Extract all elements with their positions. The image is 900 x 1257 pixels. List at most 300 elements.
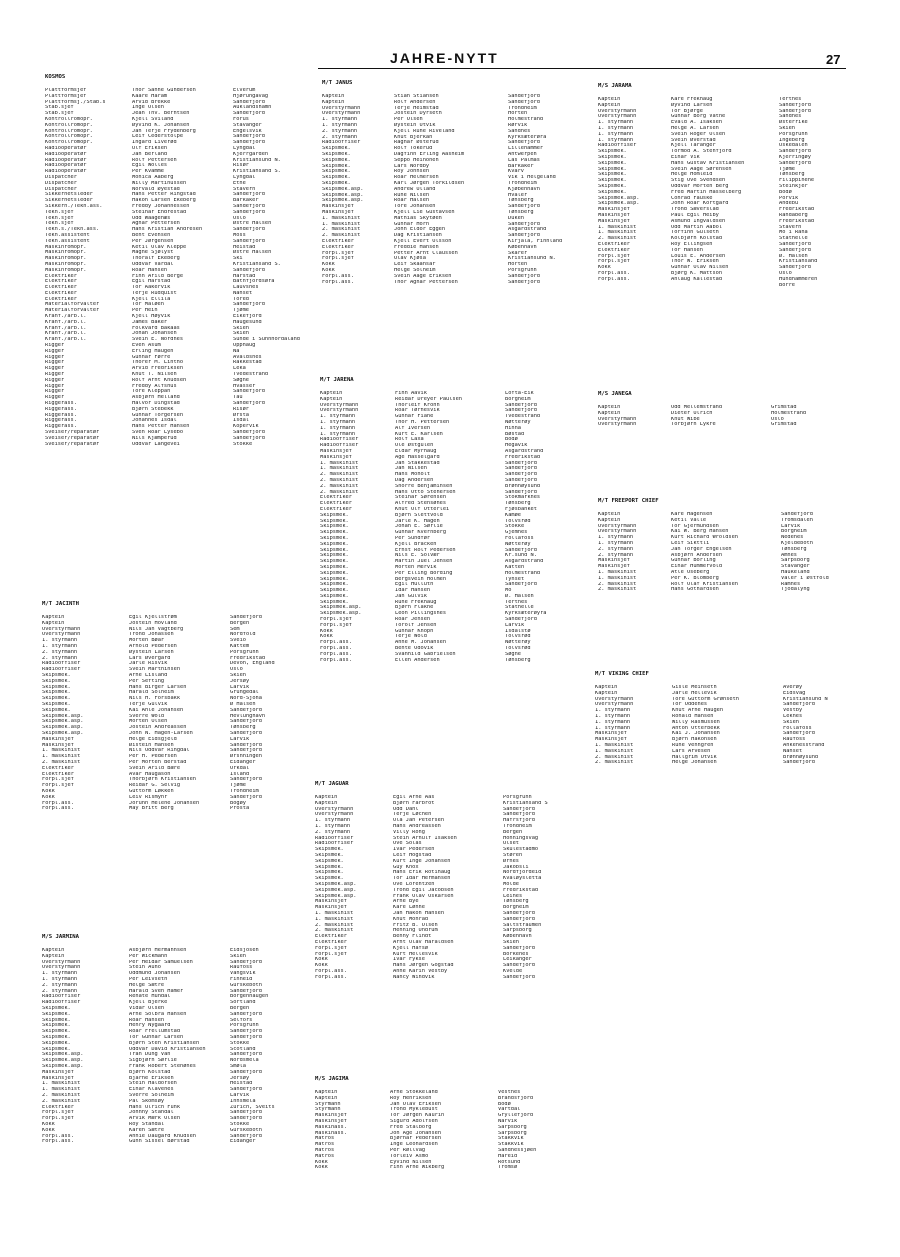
crew-name: Sigbjørn Sørlie bbox=[129, 1058, 177, 1064]
crew-hometown: Skien bbox=[233, 331, 249, 337]
crew-name: Svein E. Nordnes bbox=[132, 337, 184, 343]
crew-hometown: Rakkestad bbox=[233, 360, 262, 366]
crew-hometown: Brønnøysund bbox=[783, 754, 819, 760]
crew-hometown: Sandefjord bbox=[230, 1087, 262, 1093]
crew-name: Asmund Ingvaldsen bbox=[671, 218, 726, 224]
crew-position: Maskinromopr. bbox=[45, 261, 87, 267]
crew-hometown: Eidsvåg bbox=[783, 690, 806, 696]
crew-position: 2. maskinist bbox=[598, 581, 637, 587]
crew-name: Øyvind Larsen bbox=[671, 102, 713, 108]
crew-list-section bbox=[315, 1075, 584, 1171]
crew-hometown: Nanset bbox=[233, 290, 253, 296]
crew-hometown: Lauvsnes bbox=[233, 285, 259, 291]
crew-hometown: Kopervik bbox=[233, 424, 259, 430]
crew-name: James Baker bbox=[132, 319, 168, 325]
crew-position: Matros bbox=[315, 1153, 335, 1159]
crew-name: Arne Stokkeland bbox=[390, 1090, 438, 1095]
crew-name: Knut Wibe bbox=[671, 416, 700, 422]
crew-name: Svein Roger Olsen bbox=[671, 131, 726, 137]
crew-hometown: Vestby bbox=[783, 708, 803, 714]
crew-hometown: Bodø bbox=[779, 189, 792, 195]
crew-name: Arne Bye bbox=[393, 899, 419, 905]
crew-name: Jan Håkon Hansen bbox=[393, 910, 445, 916]
crew-name: Kolbjørn Kolstad bbox=[671, 236, 723, 242]
crew-hometown: Kattem bbox=[230, 643, 250, 649]
crew-position: Radiooffiser bbox=[322, 140, 361, 146]
crew-position: Elektriker bbox=[45, 279, 77, 285]
crew-position: Overstyrmann bbox=[598, 108, 637, 114]
crew-name: Louis E. Andersen bbox=[671, 253, 726, 259]
crew-hometown: Sandefjord bbox=[505, 408, 537, 414]
crew-position: Forpl.sjef bbox=[320, 622, 352, 628]
crew-name: Per Hein bbox=[132, 308, 158, 314]
crew-position: Riggerass. bbox=[45, 401, 77, 407]
crew-position: Skipsmek.asp. bbox=[315, 881, 357, 887]
crew-position: Maskinromopr. bbox=[45, 256, 87, 262]
crew-position: Matros bbox=[315, 1147, 335, 1153]
crew-hometown: Jersøy bbox=[230, 678, 250, 684]
crew-name: Tor Maløen bbox=[132, 302, 164, 308]
crew-hometown: Larvik bbox=[230, 684, 250, 690]
crew-hometown: Jakobsli bbox=[503, 864, 529, 870]
crew-position: Skipsmek. bbox=[42, 1040, 71, 1046]
crew-hometown: Borgheim bbox=[503, 905, 529, 911]
crew-name: Odd Martin Aabol bbox=[671, 224, 723, 230]
crew-hometown: Gurskebotn bbox=[230, 1127, 262, 1133]
crew-position: 1. styrmann bbox=[42, 976, 78, 982]
crew-position: 1. styrmann bbox=[598, 120, 634, 126]
crew-position: 2. maskinist bbox=[322, 227, 361, 233]
crew-position: Skipsmek. bbox=[320, 582, 349, 588]
crew-name: Bergsvein Holmen bbox=[395, 576, 447, 582]
crew-position: Sveiser/reparatør bbox=[45, 435, 100, 441]
crew-hometown: Stokke bbox=[233, 441, 253, 447]
crew-name: Tor Hansen bbox=[671, 247, 703, 253]
crew-position: Elektriker bbox=[315, 939, 347, 945]
crew-name: Tor Jørgen Kaurin bbox=[390, 1113, 445, 1119]
crew-position: Elektriker bbox=[315, 934, 347, 940]
crew-name: Freddy Johannessen bbox=[132, 203, 190, 209]
crew-name: Martin Juel Jensen bbox=[395, 559, 453, 565]
crew-name: Jarle Hellevik bbox=[672, 690, 717, 696]
crew-hometown: Sandefjord bbox=[230, 615, 262, 620]
crew-name: Odd Mellemstrand bbox=[671, 405, 723, 410]
crew-hometown: Sandefjord bbox=[505, 402, 537, 408]
crew-name: Thor Sanne Gundersen bbox=[132, 88, 196, 93]
crew-name: Gunnar Borg Vatne bbox=[671, 114, 726, 120]
crew-name: Thorleif Krohn bbox=[395, 402, 440, 408]
crew-name: Reidar G. Selvig bbox=[129, 783, 181, 789]
crew-name: Per Sundfør bbox=[395, 535, 431, 541]
publication-title: JAHRE-NYTT bbox=[390, 50, 499, 66]
crew-name: Hans Moholt bbox=[395, 472, 431, 478]
crew-hometown: Ankenesstrand bbox=[783, 742, 825, 748]
crew-hometown: Holmestrand bbox=[508, 117, 544, 123]
crew-position: Skipsmek. bbox=[322, 180, 351, 186]
crew-name: Benny Flindt bbox=[393, 934, 432, 940]
crew-row bbox=[45, 442, 323, 448]
crew-name: Terje Gulvik bbox=[129, 701, 168, 707]
crew-hometown: Oslo bbox=[230, 667, 243, 673]
crew-hometown: Forus bbox=[233, 116, 249, 122]
crew-name: Tor Aakervik bbox=[132, 285, 171, 291]
crew-hometown: Skulestadmo bbox=[503, 847, 539, 853]
crew-position: Kokk bbox=[598, 265, 611, 271]
crew-hometown: Stavern bbox=[233, 186, 256, 192]
crew-name: Rolf Pettersen bbox=[132, 157, 177, 163]
crew-name: Hans Kristian Andresen bbox=[132, 227, 203, 233]
crew-hometown: Stavern bbox=[779, 224, 802, 230]
crew-name: Bjørg K. Mattson bbox=[671, 270, 723, 276]
crew-position: Skipsmek. bbox=[322, 175, 351, 181]
crew-position: 2. styrmann bbox=[598, 552, 634, 558]
crew-hometown: Randaberg bbox=[779, 212, 808, 218]
crew-name: Rune Nilsen bbox=[394, 192, 430, 198]
crew-position: 2. maskinist bbox=[598, 587, 637, 593]
crew-name: Nancy Windvik bbox=[393, 974, 435, 980]
crew-name: Gunnar Kvernberg bbox=[395, 530, 447, 536]
crew-position: 1. maskinist bbox=[315, 916, 354, 922]
crew-name: Nils H. Forsbakk bbox=[129, 696, 181, 702]
crew-position: Overstyrmann bbox=[322, 111, 361, 117]
crew-name: Henning Undrum bbox=[393, 928, 438, 934]
crew-position: Skipsmek.asp. bbox=[42, 725, 84, 731]
crew-hometown: Porsgrunn bbox=[230, 1023, 259, 1029]
crew-hometown: Eidanger bbox=[230, 759, 256, 765]
crew-name: Stian Stiansen bbox=[394, 94, 439, 99]
crew-position: Skipsmek.asp. bbox=[322, 186, 364, 192]
crew-name: Knut Arne Haugen bbox=[672, 708, 724, 714]
crew-position: Kaptein bbox=[598, 517, 621, 523]
crew-hometown: Sandefjord bbox=[233, 302, 265, 308]
crew-position: 1. maskinist bbox=[42, 1087, 81, 1093]
crew-hometown: Steinkjer bbox=[779, 183, 808, 189]
crew-name: Norvald Øyestad bbox=[132, 186, 180, 192]
crew-position: 1. styrmann bbox=[598, 535, 634, 541]
crew-position: Skipsmek. bbox=[322, 151, 351, 157]
crew-name: Hans Birger Larsen bbox=[129, 684, 187, 690]
crew-hometown: Horten bbox=[508, 111, 528, 117]
crew-position: Kokk bbox=[320, 634, 333, 640]
crew-name: Nils Oddvar Ringdal bbox=[129, 748, 190, 754]
crew-hometown: Larvik bbox=[230, 1092, 250, 1098]
crew-position: Kontrollromopr. bbox=[45, 122, 93, 128]
crew-position: Kaptein bbox=[595, 690, 618, 696]
crew-name: Hans Gustav Kristiansen bbox=[671, 160, 745, 166]
crew-hometown: Sandefjord bbox=[233, 267, 265, 273]
crew-name: Hans Otto Stenersen bbox=[395, 489, 456, 495]
crew-hometown: Sandefjord bbox=[505, 582, 537, 588]
crew-hometown: Nanset bbox=[783, 748, 803, 754]
crew-hometown: Nordfjordeid bbox=[503, 870, 542, 876]
crew-name: Guttorm Løkken bbox=[129, 788, 174, 794]
crew-hometown: Stathelle bbox=[779, 236, 808, 242]
crew-hometown: Fjøsbanket bbox=[505, 506, 537, 512]
crew-name: Helge A. Larsen bbox=[671, 125, 719, 131]
crew-position: Kontrollromopr. bbox=[45, 128, 93, 134]
crew-hometown: Kyrksæterøra bbox=[508, 134, 547, 140]
crew-hometown: Sandefjord bbox=[779, 265, 811, 271]
crew-list-section bbox=[595, 670, 861, 766]
crew-name: Kjell Evert Olsson bbox=[394, 238, 452, 244]
crew-name: Hans Ulrich Funk bbox=[129, 1104, 181, 1110]
crew-position: 1. styrmann bbox=[320, 425, 356, 431]
crew-hometown: Scotland bbox=[230, 1046, 256, 1052]
crew-hometown: Rørvik bbox=[508, 122, 528, 128]
crew-row bbox=[315, 975, 589, 981]
crew-position: Kaptein bbox=[322, 99, 345, 105]
crew-name: Gunnar Torgersen bbox=[132, 412, 184, 418]
crew-hometown: Fredrikstad bbox=[779, 207, 815, 213]
crew-hometown: Stavanger bbox=[233, 122, 262, 128]
crew-name: Sverre Solheim bbox=[129, 1092, 174, 1098]
crew-name: Kjell Hafsø bbox=[393, 945, 429, 951]
crew-hometown: Kr.sund N. bbox=[505, 553, 537, 559]
crew-position: Skipsmek.asp. bbox=[315, 887, 357, 893]
crew-position: 1. maskinist bbox=[322, 215, 361, 221]
crew-hometown: Elverum bbox=[233, 88, 256, 93]
crew-position: Kokk bbox=[42, 788, 55, 794]
crew-position: 2. maskinist bbox=[42, 759, 81, 765]
crew-name: Gunnar Førre bbox=[132, 354, 171, 360]
crew-hometown: Tønsberg bbox=[505, 657, 531, 663]
crew-hometown: Innsmela bbox=[230, 1098, 256, 1104]
crew-name: Egil Hulluth bbox=[395, 582, 434, 588]
crew-name: Tor Gunnar Larsen bbox=[129, 1034, 184, 1040]
crew-hometown: Tolvsrød bbox=[505, 634, 531, 640]
crew-hometown: Sandefjord bbox=[779, 241, 811, 247]
crew-position: Tekn.sjef bbox=[45, 209, 74, 215]
crew-position: 2. styrmann bbox=[598, 546, 634, 552]
crew-name: Steinar Sørensen bbox=[395, 495, 447, 501]
crew-position: Kaptein bbox=[322, 94, 345, 99]
crew-name: Per Leivseth bbox=[129, 976, 168, 982]
crew-position: 1. styrmann bbox=[595, 708, 631, 714]
crew-position: 1. maskinist bbox=[322, 221, 361, 227]
crew-position: Sveiser/reparatør bbox=[45, 441, 100, 447]
crew-hometown: Skien bbox=[230, 672, 246, 678]
crew-position: Forpl.ass. bbox=[42, 1133, 74, 1139]
crew-name: Seppo Heinonen bbox=[394, 157, 439, 163]
crew-position: 2. styrmann bbox=[42, 649, 78, 655]
crew-hometown: Østerrike bbox=[779, 120, 808, 126]
crew-position: 2. styrmann bbox=[42, 655, 78, 661]
crew-name: Leif Sikttli bbox=[671, 540, 710, 546]
crew-name: Mathias Skytøen bbox=[394, 215, 442, 221]
crew-name: Villy Rong bbox=[393, 829, 425, 835]
crew-hometown: Mo bbox=[505, 588, 512, 594]
crew-name: Arvik Mærk Olsen bbox=[129, 1116, 181, 1122]
crew-position: Skipsmek. bbox=[42, 678, 71, 684]
crew-name: Conrad Fauske bbox=[671, 195, 713, 201]
crew-hometown: Porsgrunn bbox=[230, 649, 259, 655]
crew-position: Rigger bbox=[45, 383, 65, 389]
crew-position: Overstyrmann bbox=[598, 422, 637, 428]
crew-position: Maskinsjef bbox=[320, 454, 352, 460]
crew-hometown: Barkåker bbox=[508, 163, 534, 169]
crew-hometown: Leikanger bbox=[503, 957, 532, 963]
crew-hometown: Nord-Sjona bbox=[230, 696, 262, 702]
crew-hometown: Stokke bbox=[505, 524, 525, 530]
crew-name: Stein Arnulf Isaksen bbox=[393, 835, 457, 841]
crew-hometown: Sandefjord bbox=[779, 108, 811, 114]
crew-hometown: Mo i Rana bbox=[779, 230, 808, 236]
crew-name: Gunnar Knoph bbox=[395, 628, 434, 634]
crew-name: Finn Aavik bbox=[395, 391, 427, 396]
crew-position: Maskinsjef bbox=[42, 736, 74, 742]
crew-name: Morten Olsen bbox=[129, 719, 168, 725]
crew-hometown: Moss bbox=[233, 232, 246, 238]
crew-hometown: Lyngdal bbox=[233, 174, 256, 180]
crew-hometown: Stokke bbox=[230, 1040, 250, 1046]
crew-position: Radiooffiser bbox=[320, 443, 359, 449]
crew-hometown: Tjøme bbox=[779, 166, 795, 172]
crew-position: Skipsmek. bbox=[315, 870, 344, 876]
crew-position: 2. styrmann bbox=[315, 829, 351, 835]
crew-hometown: Tønsberg bbox=[508, 198, 534, 204]
crew-name: Kjell Bracken bbox=[395, 541, 437, 547]
crew-position: Forpl.sjef bbox=[42, 777, 74, 783]
crew-hometown: Tvedestrand bbox=[233, 372, 269, 378]
crew-hometown: Uskedalen bbox=[779, 143, 808, 149]
crew-name: Gunnar Borling bbox=[671, 558, 716, 564]
crew-hometown: Tromsdalen bbox=[781, 517, 813, 523]
crew-position: 1. maskinist bbox=[595, 742, 634, 748]
crew-position: Kaptein bbox=[42, 948, 65, 953]
crew-name: Kjell Sviland bbox=[132, 116, 174, 122]
crew-hometown: Sandefjord bbox=[230, 707, 262, 713]
crew-hometown: Sortland bbox=[230, 1000, 256, 1006]
crew-hometown: Sandefjord bbox=[505, 472, 537, 478]
crew-hometown: Sunde i Sunnhordaland bbox=[233, 337, 300, 343]
crew-name: Harald Sven Hamer bbox=[129, 988, 184, 994]
crew-hometown: Kristiansund N. bbox=[233, 157, 281, 163]
crew-position: Maskinsjef bbox=[322, 204, 354, 210]
crew-position: Kaptein bbox=[598, 410, 621, 416]
crew-list-section bbox=[598, 390, 849, 428]
crew-hometown: Porvik bbox=[779, 195, 799, 201]
crew-position: Elektriker bbox=[598, 241, 630, 247]
crew-position: Overstyrmann bbox=[595, 702, 634, 708]
crew-name: Bjarne Eriksen bbox=[129, 1075, 174, 1081]
crew-hometown: Hinna bbox=[505, 425, 521, 431]
crew-name: Anlaug Kallestad bbox=[671, 276, 723, 282]
crew-name: Renate Hundal bbox=[129, 994, 171, 1000]
crew-position: 2. maskinist bbox=[320, 472, 359, 478]
crew-name: Per Morten Berstad bbox=[129, 759, 187, 765]
crew-position: Riggerass. bbox=[45, 418, 77, 424]
crew-position: Forpl.ass. bbox=[320, 640, 352, 646]
crew-position: Skipsmek. bbox=[322, 163, 351, 169]
crew-position: Radiooperatør bbox=[45, 169, 87, 175]
crew-hometown: Sveio bbox=[230, 638, 246, 644]
crew-position: Dispatcher bbox=[45, 174, 77, 180]
crew-position: Skipsmek. bbox=[320, 559, 349, 565]
crew-name: Per Elling Bording bbox=[395, 570, 453, 576]
crew-hometown: Smøla bbox=[230, 1063, 246, 1069]
crew-position: Forpl.ass. bbox=[322, 279, 354, 285]
crew-name: Karen Sætre bbox=[129, 1127, 165, 1133]
crew-name: Håkon Larsen Ekeberg bbox=[132, 198, 196, 204]
crew-hometown: Ingeberg bbox=[779, 137, 805, 143]
crew-name: Ketil Valle bbox=[671, 517, 707, 523]
crew-position: Overstyrmann bbox=[320, 408, 359, 414]
crew-hometown: Stokke bbox=[230, 1121, 250, 1127]
crew-name: Morten Bøår bbox=[129, 638, 165, 644]
crew-name: Rolf Laxå bbox=[395, 437, 424, 443]
crew-name: Thor W. Eriksen bbox=[671, 259, 719, 265]
crew-hometown: Tertnes bbox=[505, 599, 528, 605]
crew-name: Roy Henriksen bbox=[390, 1095, 432, 1101]
crew-hometown: Tvedestrand bbox=[505, 414, 541, 420]
crew-name: Dag Kristiansen bbox=[394, 233, 442, 239]
vessel-title: M/T JANUS bbox=[322, 80, 353, 86]
crew-hometown: Ulset bbox=[503, 841, 519, 847]
crew-name: Egil Wolles bbox=[132, 163, 168, 169]
crew-position: Rigger bbox=[45, 360, 65, 366]
crew-row bbox=[598, 283, 857, 289]
crew-name: Sigurd Adolfsen bbox=[390, 1118, 438, 1124]
crew-position: Skipsmek. bbox=[320, 524, 349, 530]
crew-hometown: Borre bbox=[779, 282, 795, 288]
crew-position: Forpl.ass. bbox=[42, 806, 74, 812]
crew-name: Asbjørn Helland bbox=[132, 395, 180, 401]
crew-position: Skipsmek.asp. bbox=[598, 201, 640, 207]
crew-position: 1. styrmann bbox=[595, 725, 631, 731]
crew-position: Maskinromopr. bbox=[45, 267, 87, 273]
crew-name: Einar Hummervold bbox=[671, 564, 723, 570]
crew-hometown: Nøtterøy bbox=[505, 541, 531, 547]
crew-hometown: Saltstraumen bbox=[503, 922, 542, 928]
crew-name: Asbjørn Hermannsen bbox=[129, 948, 187, 953]
crew-position: Kaptein bbox=[315, 1090, 338, 1095]
vessel-title: M/S JARAMA bbox=[598, 83, 632, 89]
crew-hometown: Ski bbox=[233, 256, 243, 262]
crew-hometown: Kvarv bbox=[508, 169, 524, 175]
crew-name: Willy Martinussen bbox=[132, 180, 187, 186]
crew-name: Per Kvamme bbox=[132, 169, 164, 175]
crew-position: Skipsmek. bbox=[320, 564, 349, 570]
crew-position: Kaptein bbox=[598, 102, 621, 108]
crew-name: Per Wickmann bbox=[129, 953, 168, 959]
crew-hometown: Finneid bbox=[230, 976, 253, 982]
crew-position: Kaptein bbox=[320, 391, 343, 396]
crew-name: Kurt E. Karlsen bbox=[395, 431, 443, 437]
crew-name: Thorbjørn Kristiansen bbox=[129, 777, 196, 783]
crew-position: Forpl.ass. bbox=[320, 646, 352, 652]
crew-hometown: Vartdal bbox=[498, 1107, 521, 1113]
crew-position: Rigger bbox=[45, 389, 65, 395]
crew-name: Helge Homleid bbox=[671, 172, 713, 178]
crew-hometown: Sandefjord bbox=[779, 102, 811, 108]
crew-name: Oddvar David Kristiansen bbox=[129, 1046, 206, 1052]
crew-name: Roar Hansen bbox=[132, 267, 168, 273]
crew-name: Gisle Meinseth bbox=[672, 685, 717, 690]
crew-hometown: Hvaler bbox=[508, 192, 528, 198]
crew-name: Sverre Wold bbox=[129, 713, 165, 719]
crew-position: Skipsmek. bbox=[42, 1005, 71, 1011]
crew-hometown: Ørsnningen bbox=[230, 754, 262, 760]
crew-hometown: Stakkvik bbox=[498, 1142, 524, 1148]
crew-position: Forpl.ass. bbox=[315, 974, 347, 980]
crew-hometown: Hundhammeren bbox=[779, 276, 818, 282]
crew-hometown: Eikefjord bbox=[233, 314, 262, 320]
crew-name: Bjørn Håkonsen bbox=[672, 737, 717, 743]
crew-name: Roar Hansen bbox=[129, 1017, 165, 1023]
crew-position: Skipsmek. bbox=[322, 146, 351, 152]
crew-hometown: Tønsberg bbox=[503, 899, 529, 905]
crew-hometown: Gurskebotn bbox=[230, 982, 262, 988]
